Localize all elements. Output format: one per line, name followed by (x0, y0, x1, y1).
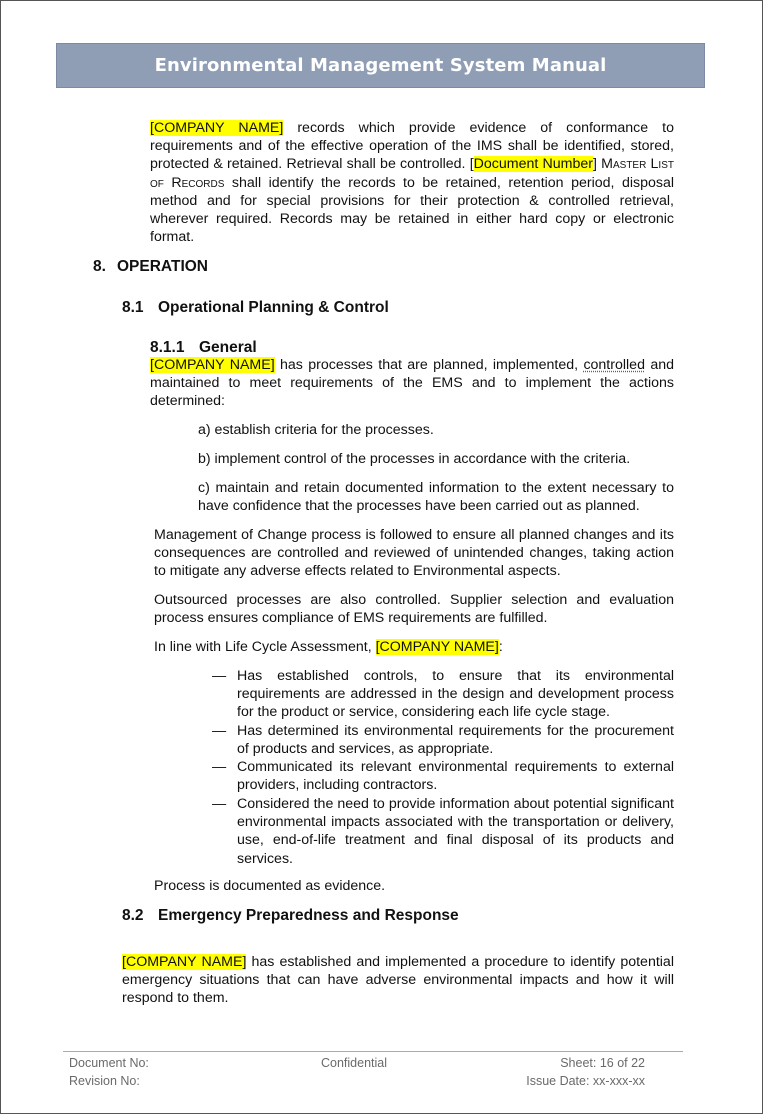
list-item: b) implement control of the processes in accordance with the criteria. (198, 451, 631, 467)
company-name-placeholder: [COMPANY NAME] (150, 357, 275, 373)
footer-revision-no: Revision No: (69, 1074, 140, 1088)
dash-bullet: — (212, 796, 227, 812)
change-management-paragraph: Management of Change process is followed to ensure all planned changes and its consequences are controlled and reviewed of unintended changes, taking action to mitigate any adverse effects related to Environmental aspects. (154, 527, 674, 580)
evidence-text: Process is documented as evidence. (154, 878, 386, 894)
document-title: Environmental Management System Manual (154, 55, 607, 76)
dash-bullet: — (212, 723, 227, 739)
general-paragraph: [COMPANY NAME] has processes that are planned, implemented, controlled and maintained to meet requirements of the EMS and to implement the actions determined: (150, 357, 674, 410)
lca-list-item: — Has determined its environmental requirements for the procurement of products and services, as appropriate. (212, 723, 674, 758)
lca-list-item: — Has established controls, to ensure that its environmental requirements are addressed in the design and development process for the product or service, considering each life cycle stage. (212, 668, 674, 721)
footer-sheet: Sheet: 16 of 22 (560, 1056, 645, 1070)
master-list-of-records: Master List of Records (150, 156, 674, 191)
footer-document-no: Document No: (69, 1056, 149, 1070)
lca-intro: In line with Life Cycle Assessment, [COMPANY NAME]: (154, 639, 503, 655)
outsourced-paragraph: Outsourced processes are also controlled. Supplier selection and evaluation process ensures compliance of EMS requirements are fulfilled. (154, 592, 674, 627)
footer-confidential: Confidential (321, 1056, 388, 1070)
list-item: a) establish criteria for the processes. (198, 422, 434, 438)
lca-list-item: — Communicated its relevant environmental requirements to external providers, including contractors. (212, 759, 674, 794)
company-name-placeholder: [COMPANY NAME] (375, 639, 499, 655)
spellcheck-word: controlled (583, 357, 645, 373)
document-header-bar (56, 43, 705, 88)
company-name-placeholder: [COMPANY NAME] (150, 120, 284, 136)
dash-bullet: — (212, 759, 227, 775)
footer-issue-date: Issue Date: xx-xxx-xx (526, 1074, 645, 1088)
company-name-placeholder: [COMPANY NAME] (122, 954, 247, 970)
records-paragraph: [COMPANY NAME] records which provide evidence of conformance to requirements and of the effective operation of the IMS shall be identified, stored, protected & retained. Retrieval shall be controlled. [Document Number] Master List of Records shall identify the records to be retained, retention period, disposal method and for special provisions for their protection & controlled retrieval, wherever required. Records may be retained in either hard copy or electronic format. (150, 120, 674, 246)
emergency-paragraph: [COMPANY NAME] has established and implemented a procedure to identify potential emergency situations that can have adverse environmental impacts and how it will respond to them. (122, 954, 674, 1007)
lca-list-item: — Considered the need to provide information about potential significant environmental impacts associated with the transportation or delivery, use, end-of-life treatment and final disposal of its products and services. (212, 796, 674, 867)
section-8-1-heading: 8.1 Operational Planning & Control (122, 299, 389, 316)
section-8-1-1-heading: 8.1.1 General (150, 339, 257, 356)
section-8-2-heading: 8.2 Emergency Preparedness and Response (122, 907, 459, 924)
section-8-heading: 8. OPERATION (93, 258, 208, 275)
footer-divider (63, 1051, 683, 1052)
dash-bullet: — (212, 668, 227, 684)
document-number-placeholder: Document Number (473, 156, 593, 173)
list-item: c) maintain and retain documented information to the extent necessary to have confidence that the processes have been carried out as planned. (198, 480, 674, 515)
